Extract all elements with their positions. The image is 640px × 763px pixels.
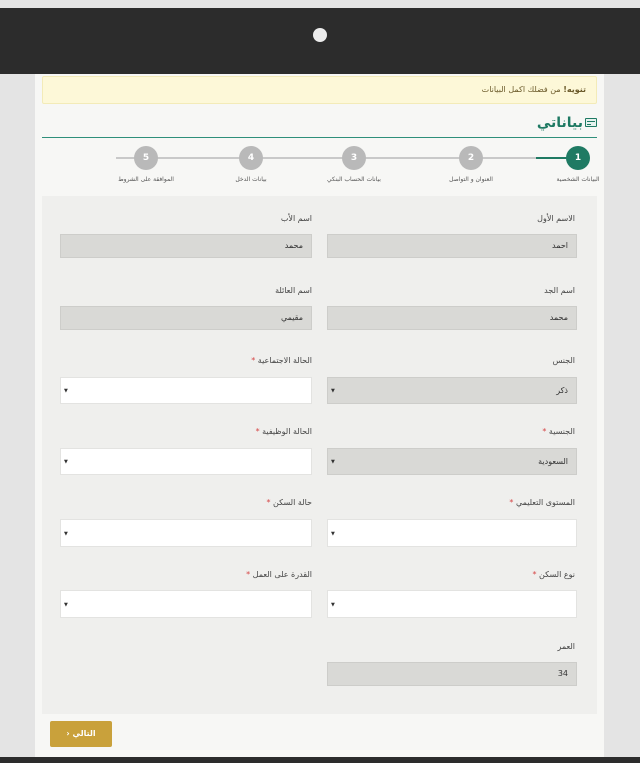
age-label: العمر [557, 642, 575, 651]
required-marker: * [255, 427, 260, 436]
step-label-3: بيانات الحساب البنكي [327, 176, 381, 183]
page-container [35, 74, 604, 757]
id-card-icon [585, 118, 597, 127]
employment-status-label [256, 427, 312, 436]
required-marker: * [509, 498, 514, 507]
housing-status-select[interactable] [60, 519, 312, 547]
family-name-field[interactable]: مقيمي [60, 306, 312, 330]
page-title: بياناتي [536, 115, 583, 131]
step-label-1: البيانات الشخصية [556, 176, 600, 183]
required-marker: * [251, 356, 256, 365]
nationality-label-text: الجنسية [548, 427, 575, 436]
step-line-4 [220, 157, 326, 159]
marital-status-label [251, 356, 312, 365]
housing-type-select[interactable] [327, 590, 577, 618]
notice-alert [42, 76, 597, 104]
first-name-field[interactable]: احمد [327, 234, 577, 258]
housing-type-label [532, 570, 575, 579]
education-level-select[interactable] [327, 519, 577, 547]
dropdown-arrow-icon: ▼ [64, 531, 68, 537]
grandfather-name-field[interactable]: محمد [327, 306, 577, 330]
housing-status-label-text: حالة السكن [273, 498, 312, 507]
step-circle-1[interactable]: 1 [566, 146, 590, 170]
dropdown-arrow-icon: ▼ [64, 602, 68, 608]
father-name-field[interactable]: محمد [60, 234, 312, 258]
required-marker: * [246, 570, 251, 579]
step-label-2: العنوان و التواصل [449, 176, 493, 183]
dropdown-arrow-icon: ▼ [331, 531, 335, 537]
dropdown-arrow-icon: ▼ [331, 459, 335, 465]
required-marker: * [266, 498, 271, 507]
step-circle-3[interactable]: 3 [342, 146, 366, 170]
step-circle-2[interactable]: 2 [459, 146, 483, 170]
father-name-label: اسم الأب [280, 214, 312, 223]
personal-data-form [42, 196, 597, 714]
nationality-label [542, 427, 575, 436]
top-bar [0, 8, 640, 74]
step-line-5 [116, 157, 220, 159]
required-marker: * [542, 427, 547, 436]
family-name-label: اسم العائلة [275, 286, 312, 295]
employment-status-label-text: الحالة الوظيفية [262, 427, 312, 436]
step-line-2 [433, 157, 536, 159]
next-button[interactable] [50, 721, 112, 747]
step-label-5: الموافقة على الشروط [118, 176, 174, 183]
step-label-4: بيانات الدخل [235, 176, 267, 183]
age-field[interactable]: 34 [327, 662, 577, 686]
education-level-label-text: المستوى التعليمي [515, 498, 575, 507]
education-level-label [509, 498, 575, 507]
marital-status-select[interactable] [60, 377, 312, 404]
nationality-select[interactable] [327, 448, 577, 475]
page-title-row [42, 112, 597, 138]
grandfather-name-label: اسم الجد [544, 286, 575, 295]
housing-status-label [266, 498, 312, 507]
housing-type-label-text: نوع السكن [539, 570, 575, 579]
camera-dot-icon [313, 28, 327, 42]
dropdown-arrow-icon: ▼ [64, 459, 68, 465]
bottom-bar [0, 757, 640, 763]
gender-select[interactable] [327, 377, 577, 404]
employment-status-select[interactable] [60, 448, 312, 475]
notice-strong: تنويه! [563, 85, 586, 94]
work-ability-label-text: القدرة على العمل [252, 570, 312, 579]
marital-status-label-text: الحالة الاجتماعية [257, 356, 312, 365]
gender-label: الجنس [552, 356, 575, 365]
dropdown-arrow-icon: ▼ [331, 602, 335, 608]
work-ability-label [246, 570, 312, 579]
progress-steps [42, 144, 600, 188]
chevron-left-icon: ‹ [66, 729, 70, 738]
nationality-value: السعودية [538, 457, 568, 466]
gender-value: ذكر [556, 386, 568, 395]
work-ability-select[interactable] [60, 590, 312, 618]
required-marker: * [532, 570, 537, 579]
dropdown-arrow-icon: ▼ [331, 388, 335, 394]
step-circle-4[interactable]: 4 [239, 146, 263, 170]
next-button-label: التالي [72, 729, 96, 738]
dropdown-arrow-icon: ▼ [64, 388, 68, 394]
first-name-label: الاسم الأول [537, 214, 575, 223]
notice-text: من فضلك اكمل البيانات [481, 85, 564, 94]
step-circle-5[interactable]: 5 [134, 146, 158, 170]
